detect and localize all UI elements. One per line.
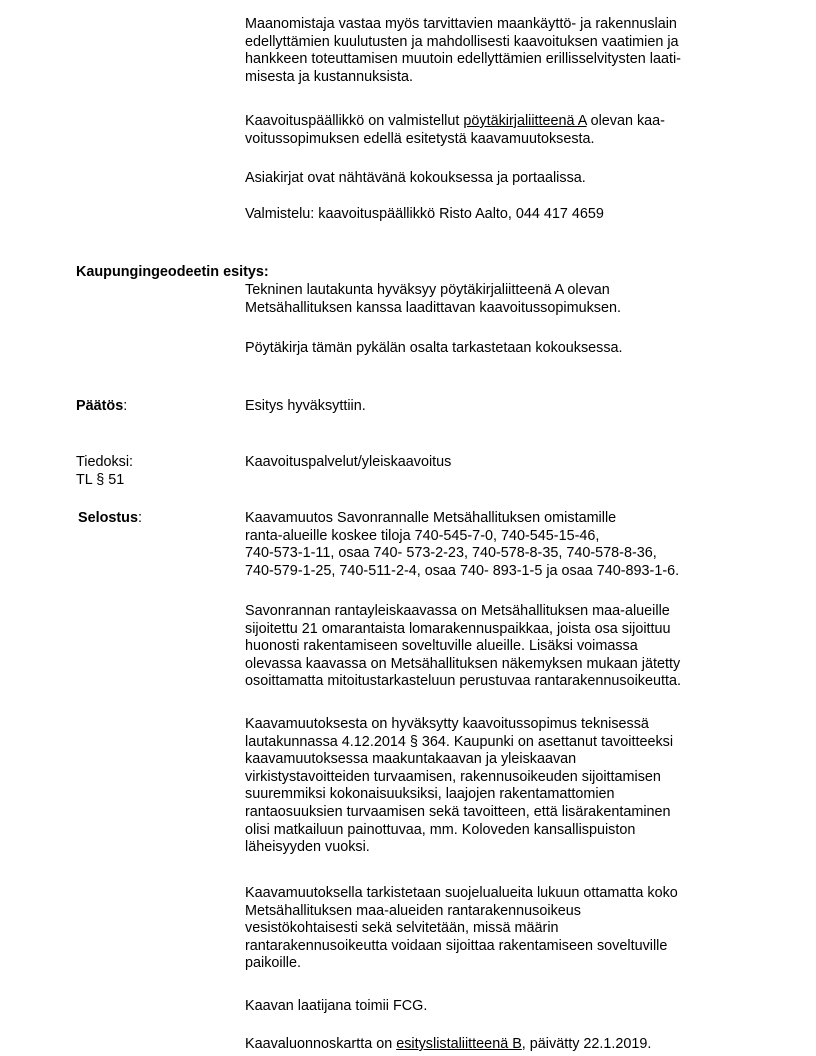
explanation-label — [78, 510, 142, 528]
notice-label — [76, 454, 133, 489]
text-line: läheisyyden vuoksi. — [245, 839, 370, 856]
text-line: edellyttämien kuulutusten ja mahdollisesti kaavoituksen vaatimien ja — [245, 33, 679, 50]
text-segment: , päivätty 22.1.2019. — [521, 1036, 652, 1052]
text-line: rantaosuuksien turvaamisen sekä tavoitteen, että lisärakentaminen — [245, 803, 671, 820]
intro-paragraph-1 — [245, 16, 765, 86]
text-line: lautakunnassa 4.12.2014 § 364. Kaupunki on asettanut tavoitteeksi — [245, 733, 674, 750]
attachment-b-link[interactable]: esityslistaliitteenä B — [396, 1036, 522, 1052]
text-line: Kaavamuutos Savonrannalle Metsähallituksen omistamille — [245, 510, 617, 526]
text-line: kaavamuutoksessa maakuntakaavan ja yleiskaavan — [245, 751, 577, 768]
explanation-paragraph-2 — [245, 603, 765, 691]
explanation-paragraph-5 — [245, 998, 765, 1016]
text-line: olisi matkailuun painottuvaa, mm. Koloveden kansallispuiston — [245, 821, 636, 838]
text-line: Metsähallituksen kanssa laadittavan kaavoitussopimuksen. — [245, 299, 621, 316]
intro-paragraph-3 — [245, 170, 765, 188]
text-line: TL § 51 — [76, 471, 125, 488]
text-line: vesistökohtaisesti sekä selvitetään, missä määrin — [245, 920, 559, 937]
label-colon: : — [137, 510, 142, 526]
text-line: Pöytäkirja tämän pykälän osalta tarkastetaan kokouksessa. — [245, 340, 623, 356]
attachment-a-link[interactable]: pöytäkirjaliitteenä A — [463, 113, 587, 129]
proposal-heading: Kaupungingeodeetin esitys: — [76, 264, 269, 280]
text-line: misesta ja kustannuksista. — [245, 68, 413, 85]
proposal-paragraph-2 — [245, 340, 765, 358]
text-line: Asiakirjat ovat nähtävänä kokouksessa ja portaalissa. — [245, 170, 586, 186]
decision-text — [245, 398, 765, 416]
text-line: Valmistelu: kaavoituspäällikkö Risto Aalto, 044 417 4659 — [245, 206, 604, 222]
text-line: Tiedoksi: — [76, 454, 134, 470]
text-line — [245, 1036, 765, 1054]
text-line: suuremmiksi kokonaisuuksiksi, laajojen rakentamattomien — [245, 786, 615, 803]
explanation-paragraph-4 — [245, 885, 765, 973]
text-line: 740-573-1-11, osaa 740- 573-2-23, 740-578-8-35, 740-578-8-36, — [245, 545, 657, 562]
text-segment: Kaavoituspäällikkö on valmistellut — [245, 113, 464, 129]
notice-text — [245, 454, 765, 472]
text-segment: Kaavaluonnoskartta on — [245, 1036, 397, 1052]
text-segment: olevan kaa- — [586, 113, 665, 129]
text-line — [245, 113, 765, 131]
text-line: sijoitettu 21 omarantaista lomarakennuspaikkaa, joista osa sijoittuu — [245, 620, 671, 637]
intro-paragraph-2 — [245, 113, 765, 148]
text-line: hankkeen toteuttamisen muutoin edellyttämien erillisselvitysten laati- — [245, 51, 681, 68]
text-line: Kaavan laatijana toimii FCG. — [245, 998, 428, 1014]
preparer-line — [245, 206, 765, 224]
text-line: rantarakennusoikeutta voidaan sijoittaa rakentamiseen soveltuville — [245, 937, 668, 954]
explanation-paragraph-1 — [245, 510, 765, 580]
text-line: Savonrannan rantayleiskaavassa on Metsähallituksen maa-alueille — [245, 603, 670, 619]
explanation-label-text: Selostus — [78, 510, 138, 526]
text-line: paikoille. — [245, 955, 301, 972]
text-line: huonosti rakentamiseen soveltuville alueille. Lisäksi voimassa — [245, 638, 638, 655]
text-line: virkistystavoitteiden turvaamisen, rakennusoikeuden sijoittamisen — [245, 768, 661, 785]
text-line: Maanomistaja vastaa myös tarvittavien maankäyttö- ja rakennuslain — [245, 16, 677, 32]
text-line: Kaavamuutoksella tarkistetaan suojelualueita lukuun ottamatta koko — [245, 885, 678, 901]
text-line: Metsähallituksen maa-alueiden rantarakennusoikeus — [245, 902, 581, 919]
proposal-paragraph-1 — [245, 282, 765, 317]
text-line: ranta-alueille koskee tiloja 740-545-7-0, 740-545-15-46, — [245, 527, 600, 544]
text-line: Kaavamuutoksesta on hyväksytty kaavoitussopimus teknisessä — [245, 716, 649, 732]
text-line: olevassa kaavassa on Metsähallituksen näkemyksen mukaan jätetty — [245, 655, 681, 672]
text-line: Esitys hyväksyttiin. — [245, 398, 366, 414]
decision-label-text: Päätös — [76, 398, 124, 414]
text-line: Tekninen lautakunta hyväksyy pöytäkirjaliitteenä A olevan — [245, 282, 610, 298]
label-colon: : — [123, 398, 128, 414]
text-line: 740-579-1-25, 740-511-2-4, osaa 740- 893-1-5 ja osaa 740-893-1-6. — [245, 562, 680, 579]
text-line: voitussopimuksen edellä esitetystä kaavamuutoksesta. — [245, 130, 595, 147]
text-line: osoittamatta mitoitustarkasteluun perustuvaa rantarakennusoikeutta. — [245, 673, 681, 690]
explanation-paragraph-3 — [245, 716, 765, 857]
decision-label — [76, 398, 127, 416]
explanation-paragraph-6 — [245, 1036, 765, 1054]
text-line: Kaavoituspalvelut/yleiskaavoitus — [245, 454, 452, 470]
